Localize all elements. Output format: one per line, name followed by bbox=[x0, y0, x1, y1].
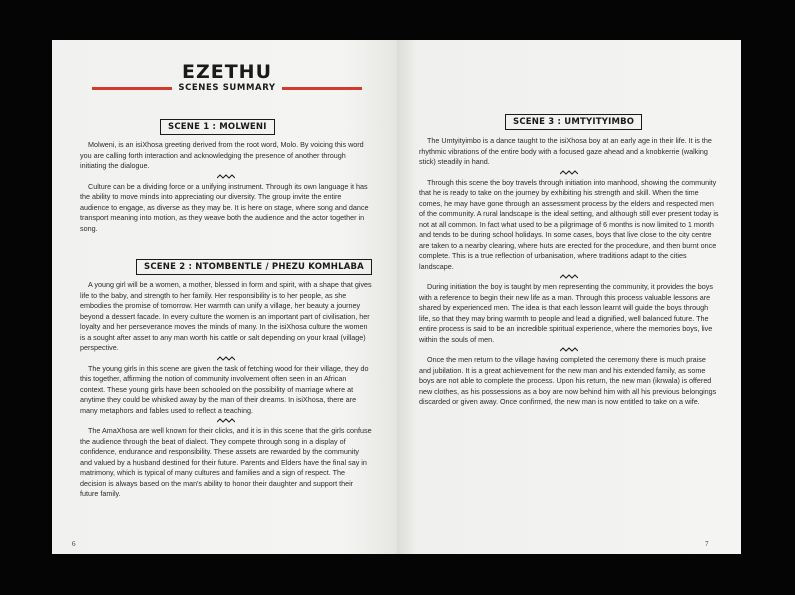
page-title: EZETHU bbox=[181, 61, 273, 83]
wave-divider-icon bbox=[560, 170, 578, 175]
wave-divider-icon bbox=[217, 356, 235, 361]
scene2-paragraph-2: The young girls in this scene are given the task of fetching wood for their village, they do this together, affirming the notion of community involvement often seen in an African context. These young girls have been schooled on the possibility of marriage where at anytime they could be whisked away by the man of their dreams. In isiXhosa, there are many metaphors and fables used to reflect a teaching. bbox=[80, 363, 369, 415]
page-header bbox=[92, 62, 362, 93]
scene1-body bbox=[80, 140, 372, 234]
scene3-paragraph-4: Once the men return to the village having completed the ceremony there is much praise and jubilation. It is a great achievement for the new man and his extended family, as some boys are not able to complete the process. Upon his return, the new man (ikrwala) is offered new clothes, as his possessions as a boy are now behind him with all his previous belongings discarded or given away. Once confirmed, the new man is now entitled to take on a wife. bbox=[419, 355, 717, 406]
scene3-heading: SCENE 3 : UMTYITYIMBO bbox=[505, 114, 642, 130]
scene3-paragraph-1: The Umtyityimbo is a dance taught to the isiXhosa boy at an early age in their life. It is the rhythmic vibrations of the entire body with a focused gaze ahead and a knobkerrie (walking stick) steadily in hand. bbox=[419, 136, 712, 166]
scene2-body bbox=[80, 280, 372, 500]
scene2-paragraph-3: The AmaXhosa are well known for their clicks, and it is in this scene that the girls confuse the audience through the beat of dialect. They compete through song in a display of confidence, endurance and responsibility. These assets are rewarded by the community and valued by a husband destined for their future. Parents and Elders have the final say in matrimony, which is typical of many cultures and families and a sign of respect. The decision is always based on the man's ability to honor their daughter and support their future family. bbox=[80, 426, 372, 498]
scene1-heading: SCENE 1 : MOLWENI bbox=[160, 119, 275, 135]
left-page bbox=[52, 40, 396, 554]
scene3-paragraph-2: Through this scene the boy travels through initiation into manhood, showing the community that he is ready to take on the journey by exhibiting his strength and skill. When the time comes, he may have gone through an assessment process by the elders and respected men of the community. A rural landscape is the ideal setting, and although still ever present today is not at all common. In fact what used to be a pilgrimage of 6 months is now limited to 1 month and tends to be during school holidays. In some cases, boys that live close to the city centre are taken to a nearby clearing, where huts are erected for the procedure, and then burnt once complete. This is a true reflection of urbanisation, where traditions adapt to the cities landscape. bbox=[419, 177, 719, 271]
page-number-right: 7 bbox=[705, 540, 709, 548]
scene3-paragraph-3: During initiation the boy is taught by men representing the community, it provides the boys with a reference to begin their new life as a man. Through this process valuable lessons are shared by experienced men. The idea is that each lesson learnt will guide the boys through life, so that they may bring warmth to people and lead a dignified, well balanced future. The entire process is said to be an incredible spiritual experience, where the memories boys, live within the souls of men. bbox=[419, 282, 713, 344]
scene2-paragraph-1: A young girl will be a women, a mother, blessed in form and spirit, with a shape that gives life to the baby, and strength to her family. Her responsibility is to her people, as she embodies the promise of tomorrow. Her warmth can unify a village, her beauty a journey beyond a dessert facade. In every culture the women is an important part of civilisation, her loyalty and her perseverance moves the minds of many. In the isiXhosa culture the women is a sought after asset to any man worth his cattle or salt depending on your kraal (village) perspective. bbox=[80, 280, 372, 352]
page-number-left: 6 bbox=[72, 540, 76, 548]
scene1-paragraph-1: Molweni, is an isiXhosa greeting derived from the root word, Molo. By voicing this word you are calling forth interaction and acknowledging the presence of another through initiating the dialogue. bbox=[80, 140, 364, 170]
scene1-paragraph-2: Culture can be a dividing force or a unifying instrument. Through its own language it has the ability to move minds into appreciating our diversity. The group invite the entire audience to engage, as diverse as they may be. It is here on stage, where song and dance transport meaning into motion, as they weave both the audience and the actor together in song. bbox=[80, 181, 369, 233]
page-subtitle: SCENES SUMMARY bbox=[178, 83, 276, 93]
subtitle-row bbox=[92, 83, 362, 93]
wave-divider-icon bbox=[217, 174, 235, 179]
wave-divider-icon bbox=[560, 347, 578, 352]
scene3-body bbox=[419, 136, 719, 408]
red-rule-left bbox=[92, 87, 172, 90]
red-rule-right bbox=[282, 87, 362, 90]
scene2-heading: SCENE 2 : NTOMBENTLE / PHEZU KOMHLABA bbox=[136, 259, 372, 275]
right-page bbox=[397, 40, 741, 554]
wave-divider-icon bbox=[560, 274, 578, 279]
wave-divider-icon bbox=[217, 418, 235, 423]
